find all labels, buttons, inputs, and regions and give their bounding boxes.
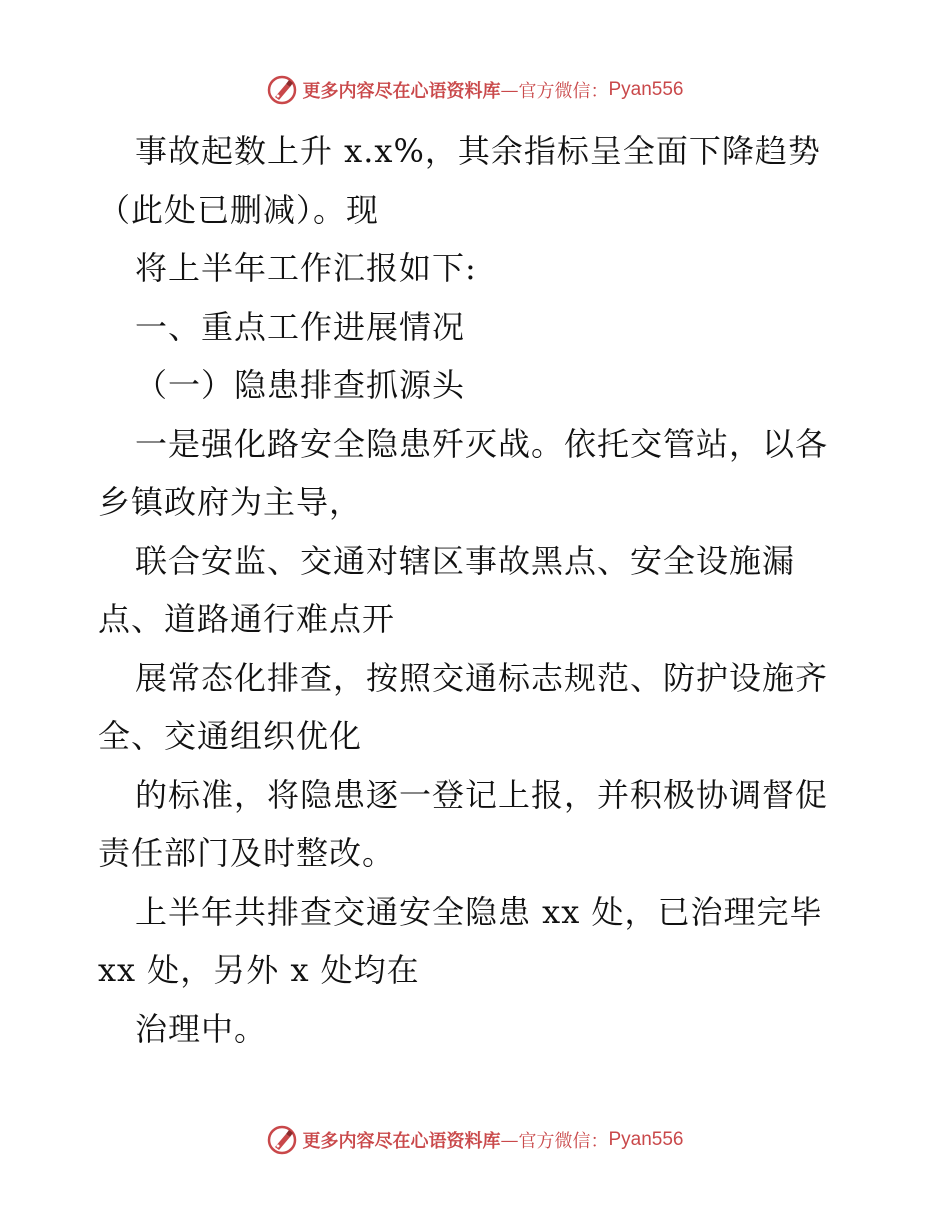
banner-main-text: 更多内容尽在心语资料库 [302, 1131, 501, 1152]
banner-separator: — [500, 1129, 519, 1151]
document-body [98, 122, 858, 1058]
section-heading: 一、重点工作进展情况 [135, 307, 466, 346]
footer-banner [0, 1120, 950, 1160]
body-line-3: 将上半年工作汇报如下: [135, 249, 477, 287]
body-line-8: 联合安监、交通对辖区事故黑点、安全设施漏 [135, 541, 796, 580]
banner-wechat-id: Pyan556 [608, 1129, 684, 1150]
body-line-2: （此处已删减）。现 [98, 190, 380, 229]
subsection-heading: （一）隐患排查抓源头 [135, 366, 466, 404]
banner-wechat-label: 官方微信： [518, 1131, 609, 1152]
banner-wechat-label: 官方微信： [518, 81, 609, 102]
banner-wechat-id: Pyan556 [608, 79, 684, 100]
body-line-6: 一是强化路安全隐患歼灭战。依托交管站，以各 [135, 424, 829, 463]
body-line-12: 的标准，将隐患逐一登记上报，并积极协调督促 [135, 775, 829, 814]
body-line-7: 乡镇政府为主导， [98, 483, 363, 521]
header-banner [0, 70, 950, 110]
body-line-14: 上半年共排查交通安全隐患 xx 处，已治理完毕 [135, 892, 823, 931]
body-line-1: 事故起数上升 x.x%，其余指标呈全面下降趋势 [135, 132, 821, 170]
body-line-13: 责任部门及时整改。 [98, 834, 396, 872]
banner-main-text: 更多内容尽在心语资料库 [302, 81, 501, 102]
banner-separator: — [500, 79, 519, 101]
body-line-9: 点、道路通行难点开 [98, 600, 396, 638]
body-line-10: 展常态化排查，按照交通标志规范、防护设施齐 [135, 658, 829, 697]
body-line-11: 全、交通组织优化 [98, 717, 363, 755]
pen-logo-icon [266, 74, 298, 106]
body-line-16: 治理中。 [135, 1009, 268, 1048]
body-line-15: xx 处，另外 x 处均在 [98, 951, 420, 989]
pen-logo-icon [266, 1124, 298, 1156]
